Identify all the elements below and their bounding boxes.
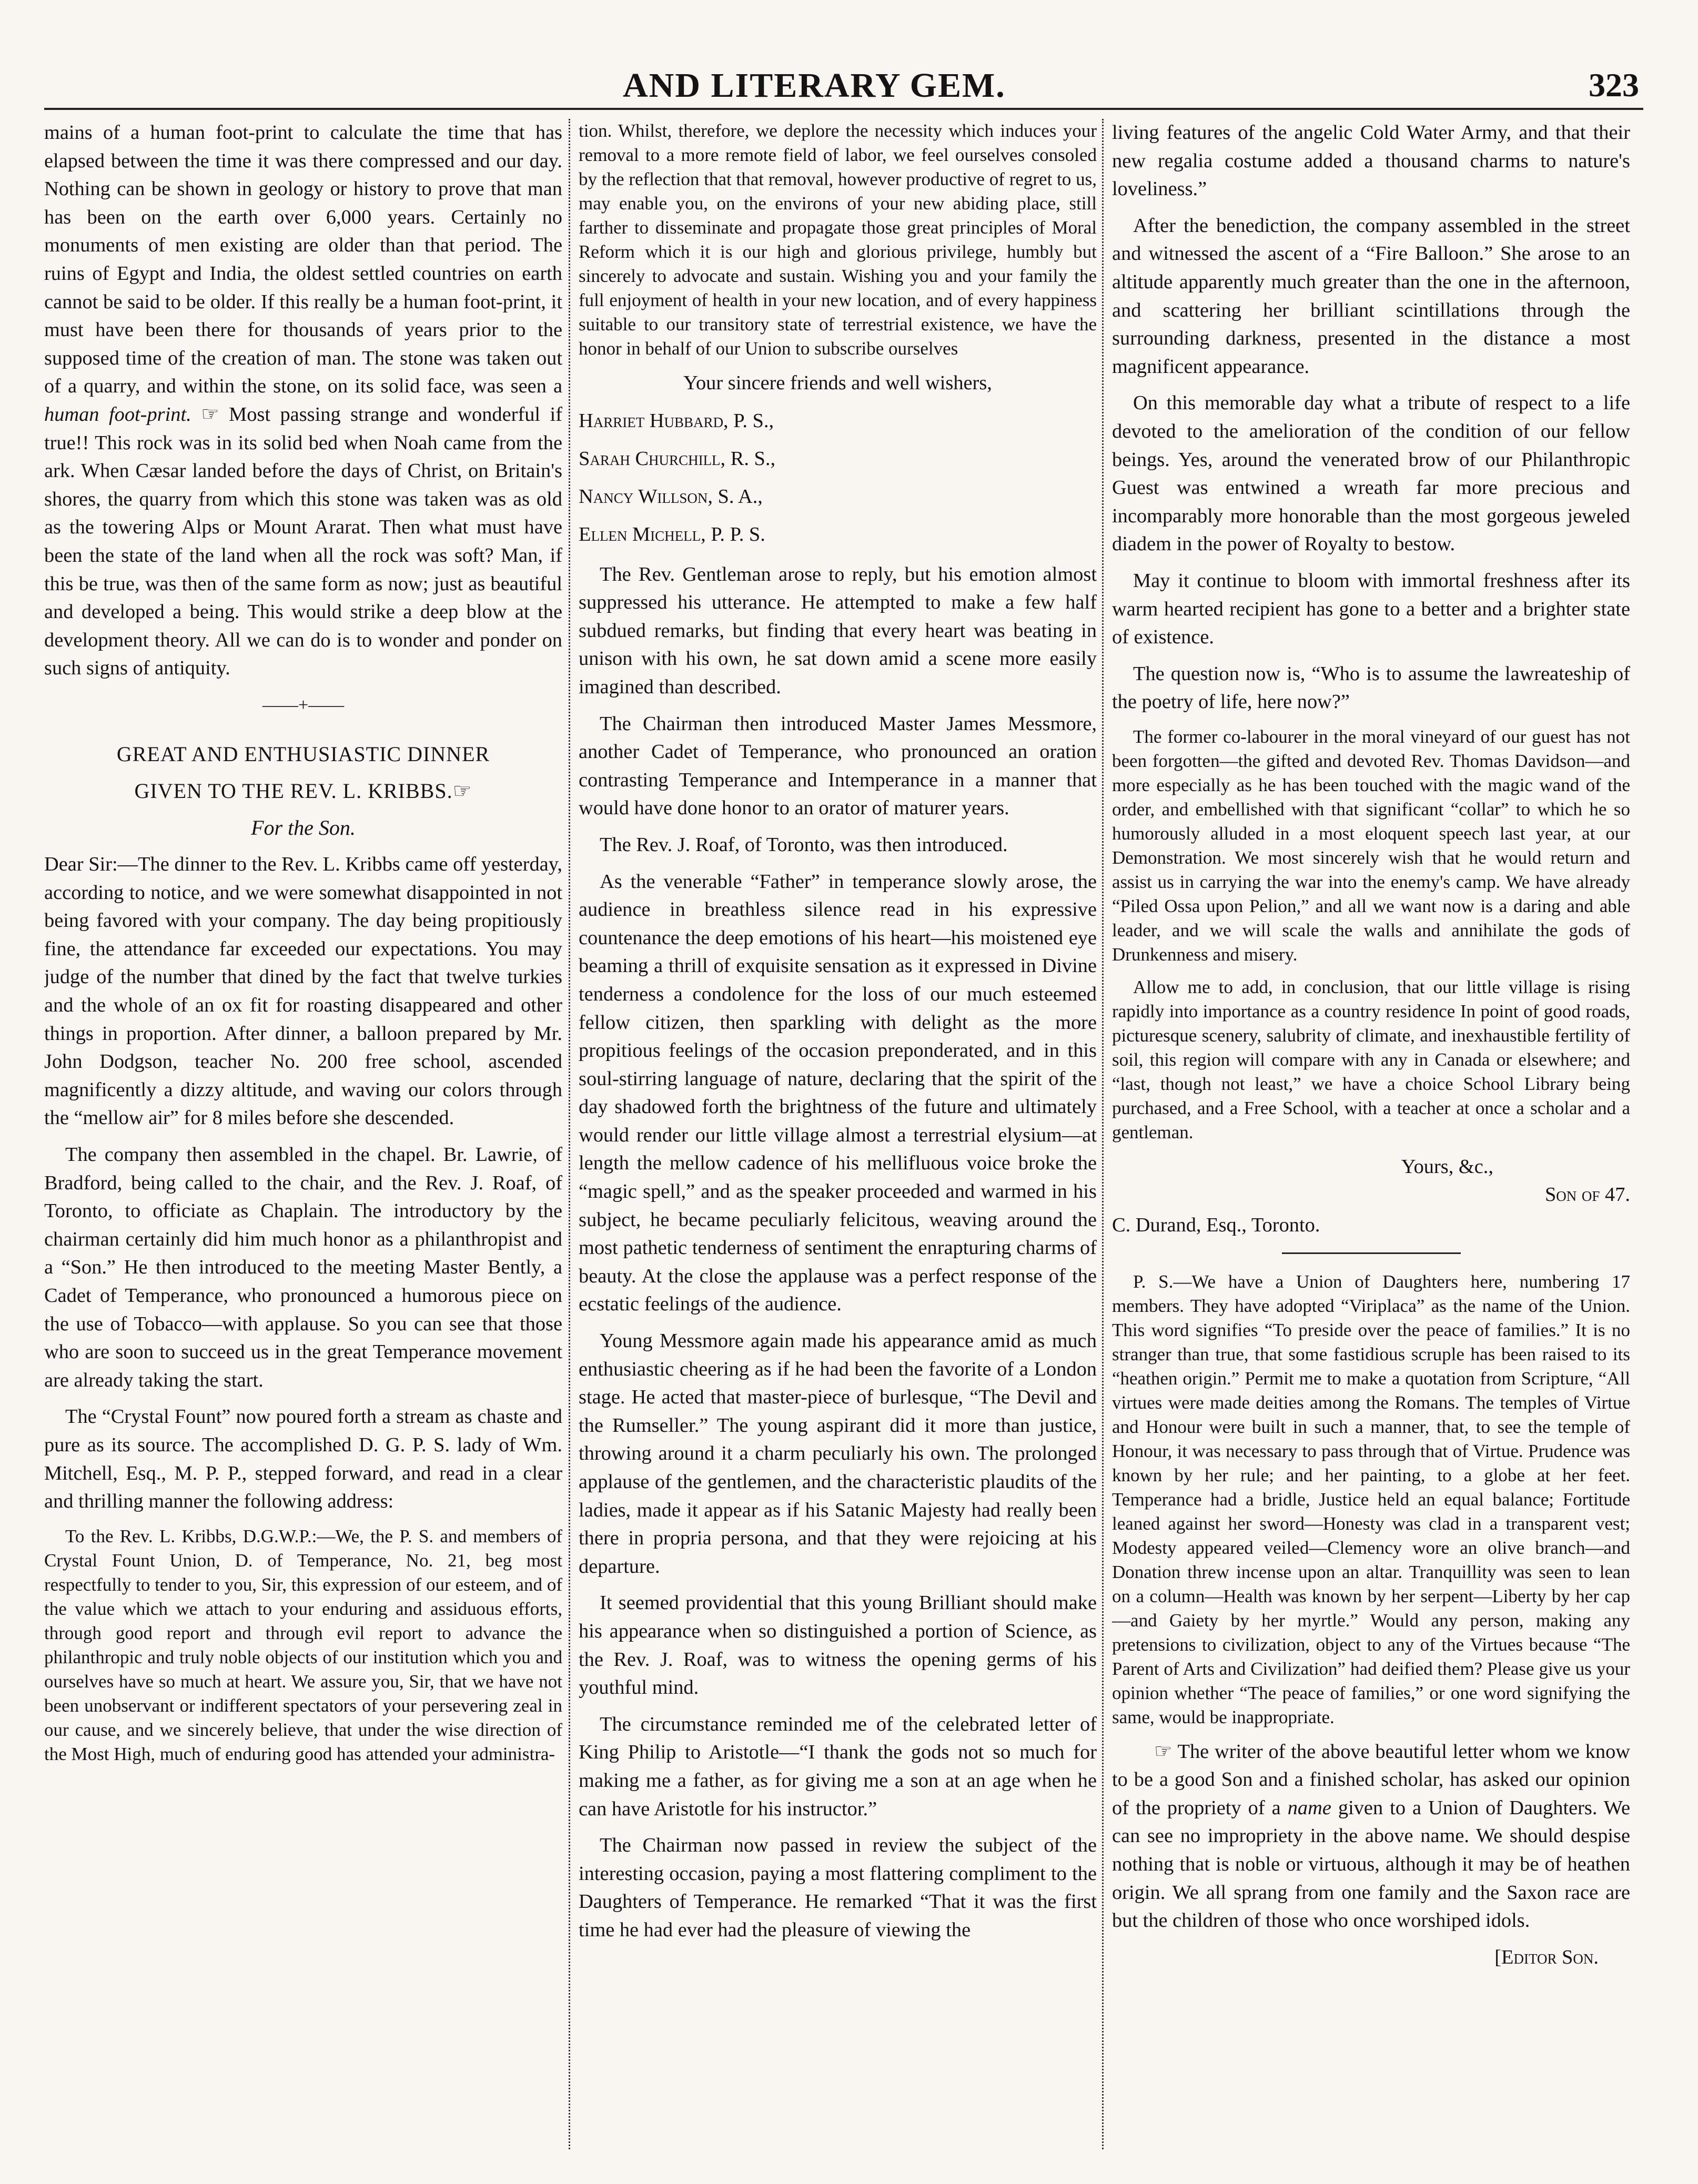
signatory: Nancy Willson, S. A.,	[579, 485, 763, 508]
letter-closing: Yours, &c.,	[1401, 1155, 1493, 1178]
letter-signature: Son of 47.	[1544, 1184, 1630, 1206]
manicule-icon: ☞	[201, 403, 219, 426]
column-1	[44, 119, 562, 2160]
column-divider-2	[1102, 119, 1104, 2149]
address-paragraph: To the Rev. L. Kribbs, D.G.W.P.:—We, the P. S. and members of Crystal Fount Union, D. of Temperance, No. 21, beg most respectfully to tender to you, Sir, this expression of our esteem, and of the value which we attach to your enduring and assiduous efforts, through good report and through evil report to advance the philanthropic and truly noble objects of our institution which you and ourselves have so much at heart. We assure you, Sir, that we have not been unobservant or indifferent spectators of your persevering zeal in our cause, and we sincerely believe, that under the wise direction of the Most High, much of enduring good has attended your administra-	[44, 1525, 562, 1764]
paragraph	[44, 119, 562, 683]
paragraph: Dear Sir:—The dinner to the Rev. L. Kribbs came off yesterday, according to notice, and we were somewhat disappointed in not being favored with your company. The day being propitiously fine, the attendance far exceeded our expectations. You may judge of the number that dined by the fact that twelve turkies and the whole of an ox fit for roasting disappeared and other things in proportion. After dinner, a balloon prepared by Mr. John Dodgson, teacher No. 200 free school, ascended magnificently a dizzy altitude, and waving our colors through the “mellow air” for 8 miles before she descended.	[44, 853, 562, 1129]
paragraph: Young Messmore again made his appearance amid as much enthusiastic cheering as if he had been the favorite of a London stage. He acted that master-piece of burlesque, “The Devil and the Rumseller.” The young aspirant did it more than justice, throwing around it a charm peculiarly his own. The prolonged applause of the gentlemen, and the characteristic plaudits of the ladies, made it appear as if his Satanic Majesty had really been there in propria persona, and that they were rejoicing at his departure.	[579, 1330, 1097, 1578]
paragraph: May it continue to bloom with immortal freshness after its warm hearted recipient has gone to a better and a brighter state of existence.	[1112, 569, 1630, 649]
article-subheading: For the Son.	[251, 816, 356, 840]
letter-addressee: C. Durand, Esq., Toronto.	[1112, 1214, 1320, 1237]
signatory: Sarah Churchill, R. S.,	[579, 447, 776, 470]
paragraph: The Chairman now passed in review the subject of the interesting occasion, paying a most flattering compliment to the Daughters of Temperance. He remarked “That it was the first time he had ever had the pleasure of viewing the	[579, 1834, 1097, 1941]
editor-signature: [Editor Son.	[1494, 1946, 1599, 1968]
signatory: Ellen Michell, P. P. S.	[579, 523, 765, 545]
article-heading-line-1: GREAT AND ENTHUSIASTIC DINNER	[116, 742, 490, 766]
paragraph: The “Crystal Fount” now poured forth a stream as chaste and pure as its source. The accomplished D. G. P. S. lady of Wm. Mitchell, Esq., M. P. P., stepped forward, and read in a clear and thrilling manner the following address:	[44, 1406, 562, 1513]
article-heading-line-2: GIVEN TO THE REV. L. KRIBBS.	[134, 779, 453, 803]
header-rule	[44, 108, 1643, 110]
paragraph: As the venerable “Father” in temperance slowly arose, the audience in breathless silence read in his expressive countenance the deep emotions of his heart—his moistened eye beaming a thrill of exquisite sensation as it expressed in Divine tenderness a condolence for the loss of our much esteemed fellow citizen, then sparkling with delight as the more propitious feelings of the occasion preponderated, and in this soul-stirring language of nature, declaring that the spirit of the day shadowed forth the brightness of the future and ultimately would render our little village almost a terrestrial elysium—at length the mellow cadence of his mellifluous voice broke the “magic spell,” and as the speaker proceeded and warmed in his subject, he became peculiarly felicitous, weaving around the most pathetic tenderness of sentiment the enrapturing charms of beauty. At the close the applause was a perfect response of the ecstatic feelings of the audience.	[579, 870, 1097, 1316]
running-head	[0, 55, 1698, 108]
italic-text: human foot-print.	[44, 403, 191, 426]
postscript-paragraph: P. S.—We have a Union of Daughters here, numbering 17 members. They have adopted “Viriplaca” as the name of the Union. This word signifies “To preside over the peace of families.” It is no stranger than true, that some fastidious scruple has been raised to its “heathen origin.” Permit me to make a quotation from Scripture, “All virtues were made deities among the Romans. The temples of Virtue and Honour were built in such a manner, that, to see the temple of Honour, it was necessary to pass through that of Virtue. Prudence was known by her rule; and her painting, to a globe at her feet. Temperance had a bridle, Justice held an equal balance; Fortitude leaned against her sword—Honesty was clad in a transparent vest; Modesty appeared veiled—Clemency wore an olive branch—and Donation threw incense upon an altar. Tranquillity was seen to lean on a column—Health was known by her serpent—Liberty by her cap—and Gaiety by her myrtle.” Would any person, making any pretensions to civilization, object to any of the Virtues because “The Parent of Arts and Civilization” had deified them? Please give us your opinion whether “The peace of families,” or one word signifying the same, would be inappropriate.	[1112, 1271, 1630, 1727]
paragraph: Allow me to add, in conclusion, that our little village is rising rapidly into importance as a country residence In point of good roads, picturesque scenery, salubrity of climate, and inexhaustible fertility of soil, this region will compare with any in Canada or elsewhere; and “last, though not least,” we have a choice School Library being purchased, and a Free School, with a teacher at once a scholar and a gentleman.	[1112, 976, 1630, 1142]
paragraph: The company then assembled in the chapel. Br. Lawrie, of Bradford, being called to the chair, and the Rev. J. Roaf, of Toronto, to officiate as Chaplain. The introductory by the chairman certainly did him much honor as a philanthropist and a “Son.” He then introduced to the meeting Master Bently, a Cadet of Temperance, who pronounced a humorous piece on the use of Tobacco—with applause. So you can see that those who are soon to succeed us in the great Temperance movement are already taking the start.	[44, 1144, 562, 1391]
paragraph: living features of the angelic Cold Water Army, and that their new regalia costume added a thousand charms to nature's loveliness.”	[1112, 122, 1630, 200]
column-2	[579, 119, 1097, 2160]
signatory: Harriet Hubbard, P. S.,	[579, 409, 774, 432]
italic-text: name	[1287, 1796, 1331, 1819]
paragraph: The Chairman then introduced Master James Messmore, another Cadet of Temperance, who pronounced an oration contrasting Temperance and Intemperance in a manner that would have done honor to an orator of maturer years.	[579, 712, 1097, 820]
paragraph-text: mains of a human foot-print to calculate the time that has elapsed between the time it was there compressed and our day. Nothing can be shown in geology or history to prove that man has been on the earth over 6,000 years. Certainly no monuments of men existing are older than that period. The ruins of Egypt and India, the oldest settled countries on earth cannot be said to be older. If this really be a human foot-print, it must have been there for thousands of years prior to the supposed time of the creation of man. The stone was taken out of a quarry, and within the stone, on its solid face, was seen a	[44, 122, 562, 398]
paragraph: The Rev. Gentleman arose to reply, but his emotion almost suppressed his utterance. He attempted to make a few half subdued remarks, but finding that every heart was beating in unison with his own, he sat down amid a scene more easily imagined than described.	[579, 563, 1097, 698]
signature-intro: Your sincere friends and well wishers,	[683, 372, 992, 394]
paragraph: After the benediction, the company assembled in the street and witnessed the ascent of a “Fire Balloon.” She arose to an altitude apparently much greater than the one in the afternoon, and scattering her brilliant scintillations through the surrounding darkness, presented in the distance a most magnificent appearance.	[1112, 214, 1630, 378]
article-heading	[44, 777, 562, 805]
section-separator: ——+——	[262, 695, 345, 715]
page-number: 323	[1589, 66, 1639, 104]
running-title: AND LITERARY GEM.	[623, 66, 1006, 105]
paragraph: On this memorable day what a tribute of respect to a life devoted to the amelioration of the condition of our fellow beings. Yes, around the venerated brow of our Philanthropic Guest was entwined a wreath far more precious and incomparably more honorable than the most gorgeous jeweled diadem in the power of Royalty to bestow.	[1112, 392, 1630, 555]
section-separator	[1282, 1252, 1461, 1254]
manicule-icon: ☞	[452, 779, 472, 803]
paragraph: It seemed providential that this young Brilliant should make his appearance when so distinguished a portion of Science, as the Rev. J. Roaf, was to witness the opening germs of his youthful mind.	[579, 1592, 1097, 1699]
editor-note	[1112, 1738, 1630, 1935]
column-divider-1	[569, 119, 570, 2149]
paragraph-text: The writer of the above beautiful letter whom we know to be a good Son and a finished scholar, has asked our opinion of the propriety of a	[1112, 1740, 1630, 1819]
paragraph: tion. Whilst, therefore, we deplore the necessity which induces your removal to a more remote field of labor, we feel ourselves consoled by the reflection that that removal, however productive of regret to us, may enable you, on the environs of your new abiding place, still farther to disseminate and propagate those great principles of Moral Reform which it is our high and glorious privilege, humbly but sincerely to advocate and sustain. Wishing you and your family the full enjoyment of health in your new location, and of every happiness suitable to our transitory state of terrestrial existence, we have the honor in behalf of our Union to subscribe ourselves	[579, 120, 1097, 359]
paragraph: The former co-labourer in the moral vineyard of our guest has not been forgotten—the gifted and devoted Rev. Thomas Davidson—and more especially as he has been touched with the magic wand of the order, and embellished with that significant “collar” to which he so humorously alluded in a most eloquent speech last year, at our Demonstration. We most sincerely wish that he would return and assist us in carrying the war into the enemy's camp. We have already “Piled Ossa upon Pelion,” and all we want now is a daring and able leader, and we will scale the walls and annihilate the gods of Drunkenness and misery.	[1112, 726, 1630, 965]
paragraph-text: Most passing strange and wonderful if true!! This rock was in its solid bed when Noah came from the ark. When Cæsar landed before the days of Christ, on Britain's shores, the quarry from which this stone was taken was as old as the towering Alps or Mount Ararat. Then what must have been the state of the land when all the rock was soft? Man, if this be true, was then of the same form as now; just as beautiful and developed a being. This would strike a deep blow at the development theory. All we can do is to wonder and ponder on such signs of antiquity.	[44, 403, 562, 680]
paragraph: The circumstance reminded me of the celebrated letter of King Philip to Aristotle—“I thank the gods not so much for making me a father, as for giving me a son at an age when he can have Aristotle for his instructor.”	[579, 1713, 1097, 1820]
paragraph: The Rev. J. Roaf, of Toronto, was then introduced.	[600, 833, 1008, 856]
paragraph-text: given to a Union of Daughters. We can see no impropriety in the above name. We should despise nothing that is noble or virtuous, although it may be of heathen origin. We all sprang from one family and the Saxon race are but the children of those who once worshiped idols.	[1112, 1796, 1630, 1932]
paragraph: The question now is, “Who is to assume the lawreateship of the poetry of life, here now?”	[1112, 662, 1630, 713]
manicule-icon: ☞	[1154, 1740, 1173, 1763]
column-3	[1112, 119, 1630, 2160]
